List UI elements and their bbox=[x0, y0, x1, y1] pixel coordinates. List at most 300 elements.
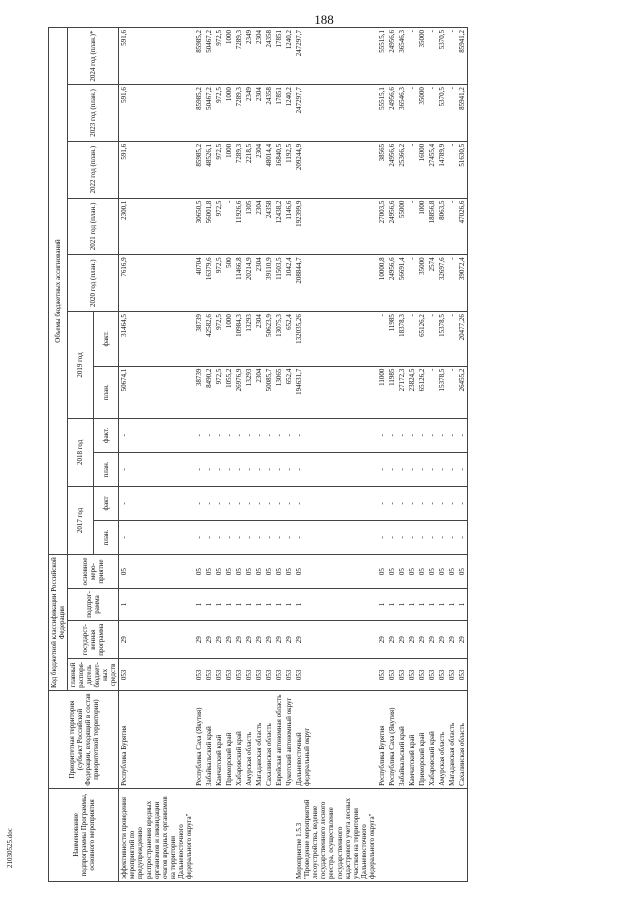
cell-name bbox=[254, 788, 264, 881]
cell-2017-fact: - bbox=[264, 486, 274, 520]
cell-2017-fact: - bbox=[224, 486, 234, 520]
table-body bbox=[119, 28, 468, 882]
cell-kbk-pp: 1 bbox=[377, 589, 387, 621]
cell-2017-plan: - bbox=[447, 520, 457, 554]
cell-2018-fact: - bbox=[284, 418, 294, 452]
cell-kbk-pp: 1 bbox=[214, 589, 224, 621]
cell-2017-plan: - bbox=[427, 520, 437, 554]
cell-name bbox=[274, 788, 284, 881]
cell-name bbox=[427, 788, 437, 881]
cell-2022: 38565 bbox=[377, 141, 387, 198]
cell-kbk-gp: 29 bbox=[244, 620, 254, 659]
cell-2019-plan: - bbox=[447, 366, 457, 418]
cell-2019-fact: - bbox=[427, 312, 437, 366]
cell-2017-plan: - bbox=[284, 520, 294, 554]
cell-kbk-gp: 29 bbox=[274, 620, 284, 659]
cell-region: Камчатский край bbox=[407, 691, 417, 789]
cell-name bbox=[194, 788, 204, 881]
table-row bbox=[447, 28, 457, 882]
cell-2024: - bbox=[447, 28, 457, 85]
cell-2019-fact: 972,5 bbox=[214, 312, 224, 366]
cell-2022: 51630,5 bbox=[457, 141, 468, 198]
cell-kbk-pp: 1 bbox=[397, 589, 407, 621]
cell-2024: 591,6 bbox=[119, 28, 194, 85]
cell-kbk-gr: 053 bbox=[194, 659, 204, 691]
cell-2018-fact: - bbox=[264, 418, 274, 452]
cell-2021: - bbox=[447, 198, 457, 255]
cell-kbk-gr: 053 bbox=[119, 659, 194, 691]
cell-2017-plan: - bbox=[214, 520, 224, 554]
cell-2019-plan: 38739 bbox=[194, 366, 204, 418]
cell-2020: 24956,6 bbox=[387, 255, 397, 312]
cell-2023: 972,5 bbox=[214, 85, 224, 142]
cell-2017-plan: - bbox=[224, 520, 234, 554]
cell-2023: 7289,3 bbox=[234, 85, 244, 142]
cell-2024: 36546,3 bbox=[397, 28, 407, 85]
table-row bbox=[397, 28, 407, 882]
cell-kbk-pp: 1 bbox=[234, 589, 244, 621]
cell-2023: 17851 bbox=[274, 85, 284, 142]
cell-2024: 85985,2 bbox=[194, 28, 204, 85]
cell-2018-fact: - bbox=[457, 418, 468, 452]
cell-kbk-om: 05 bbox=[397, 555, 407, 589]
cell-2017-fact: - bbox=[204, 486, 214, 520]
table-row bbox=[194, 28, 204, 882]
cell-kbk-pp: 1 bbox=[264, 589, 274, 621]
cell-2018-fact: - bbox=[119, 418, 194, 452]
cell-kbk-gr: 053 bbox=[447, 659, 457, 691]
cell-2017-fact: - bbox=[234, 486, 244, 520]
cell-kbk-pp: 1 bbox=[244, 589, 254, 621]
cell-kbk-om: 05 bbox=[244, 555, 254, 589]
cell-2023: 2349 bbox=[244, 85, 254, 142]
cell-2017-fact: - bbox=[427, 486, 437, 520]
header-2020: 2020 год (план.) bbox=[68, 255, 119, 312]
cell-kbk-pp: 1 bbox=[294, 589, 376, 621]
cell-2023: 591,6 bbox=[119, 85, 194, 142]
cell-name bbox=[264, 788, 274, 881]
cell-kbk-om: 05 bbox=[377, 555, 387, 589]
cell-2019-fact: 20477,26 bbox=[457, 312, 468, 366]
cell-2018-plan: - bbox=[274, 452, 284, 486]
cell-2024: 2349 bbox=[244, 28, 254, 85]
cell-2020: 1042,4 bbox=[284, 255, 294, 312]
cell-kbk-gp: 29 bbox=[447, 620, 457, 659]
cell-2024: 55515,1 bbox=[377, 28, 387, 85]
cell-2018-fact: - bbox=[427, 418, 437, 452]
cell-2017-fact: - bbox=[284, 486, 294, 520]
cell-kbk-gr: 053 bbox=[284, 659, 294, 691]
cell-2019-fact: 18378,3 bbox=[397, 312, 407, 366]
cell-2018-fact: - bbox=[294, 418, 376, 452]
cell-2021: 2300,1 bbox=[119, 198, 194, 255]
cell-kbk-pp: 1 bbox=[407, 589, 417, 621]
cell-2021: 12438,2 bbox=[274, 198, 284, 255]
cell-2024: 7289,3 bbox=[234, 28, 244, 85]
cell-2018-plan: - bbox=[447, 452, 457, 486]
cell-2020: 32697,6 bbox=[437, 255, 447, 312]
table-row bbox=[284, 28, 294, 882]
cell-kbk-gr: 053 bbox=[407, 659, 417, 691]
cell-kbk-gr: 053 bbox=[397, 659, 407, 691]
cell-region: Забайкальский край bbox=[204, 691, 214, 789]
table-row bbox=[224, 28, 234, 882]
cell-2022: 591,6 bbox=[119, 141, 194, 198]
cell-2019-fact: 42582,6 bbox=[204, 312, 214, 366]
cell-2022: 14789,9 bbox=[437, 141, 447, 198]
table-row bbox=[417, 28, 427, 882]
cell-2019-fact: 2304 bbox=[254, 312, 264, 366]
cell-region: Амурская область bbox=[244, 691, 254, 789]
cell-2018-plan: - bbox=[119, 452, 194, 486]
cell-kbk-gr: 053 bbox=[224, 659, 234, 691]
cell-2024: 35000 bbox=[417, 28, 427, 85]
cell-kbk-gr: 053 bbox=[457, 659, 468, 691]
cell-2018-fact: - bbox=[224, 418, 234, 452]
cell-region: Хабаровский край bbox=[427, 691, 437, 789]
header-2017-plan: план. bbox=[93, 520, 119, 554]
cell-2018-fact: - bbox=[437, 418, 447, 452]
table-row bbox=[244, 28, 254, 882]
cell-name bbox=[204, 788, 214, 881]
header-kbk-om: основное меро-приятие bbox=[68, 555, 119, 589]
cell-2020: 20214,9 bbox=[244, 255, 254, 312]
header-2022: 2022 год (план.) bbox=[68, 141, 119, 198]
cell-2023: 1000 bbox=[224, 85, 234, 142]
cell-2019-plan: 652,4 bbox=[284, 366, 294, 418]
cell-region: Камчатский край bbox=[214, 691, 224, 789]
cell-kbk-om: 05 bbox=[264, 555, 274, 589]
cell-2017-fact: - bbox=[397, 486, 407, 520]
cell-kbk-om: 05 bbox=[194, 555, 204, 589]
cell-2023: 1240,2 bbox=[284, 85, 294, 142]
cell-2024: 972,5 bbox=[214, 28, 224, 85]
cell-2021: 2304 bbox=[254, 198, 264, 255]
header-2017: 2017 год bbox=[68, 486, 94, 554]
cell-2024: 24956,6 bbox=[387, 28, 397, 85]
cell-2018-plan: - bbox=[204, 452, 214, 486]
cell-2017-fact: - bbox=[387, 486, 397, 520]
cell-2018-plan: - bbox=[397, 452, 407, 486]
cell-name bbox=[214, 788, 224, 881]
cell-2017-plan: - bbox=[417, 520, 427, 554]
cell-2024: 1240,2 bbox=[284, 28, 294, 85]
cell-2022: 1192,5 bbox=[284, 141, 294, 198]
table-row bbox=[264, 28, 274, 882]
cell-2018-fact: - bbox=[417, 418, 427, 452]
cell-kbk-gp: 29 bbox=[377, 620, 387, 659]
cell-region: Республика Саха (Якутия) bbox=[387, 691, 397, 789]
cell-region: Хабаровский край bbox=[234, 691, 244, 789]
cell-kbk-pp: 1 bbox=[224, 589, 234, 621]
table-row bbox=[457, 28, 468, 882]
cell-kbk-om: 05 bbox=[274, 555, 284, 589]
cell-region: Дальневосточный федеральный округ bbox=[294, 691, 376, 789]
cell-name bbox=[437, 788, 447, 881]
cell-2021: 11926,6 bbox=[234, 198, 244, 255]
cell-kbk-om: 05 bbox=[234, 555, 244, 589]
cell-2022: 209244,9 bbox=[294, 141, 376, 198]
cell-region: Сахалинская область bbox=[457, 691, 468, 789]
cell-kbk-pp: 1 bbox=[427, 589, 437, 621]
cell-2019-plan: 50085,7 bbox=[264, 366, 274, 418]
cell-kbk-gp: 29 bbox=[224, 620, 234, 659]
cell-2018-plan: - bbox=[254, 452, 264, 486]
cell-kbk-pp: 1 bbox=[274, 589, 284, 621]
cell-kbk-pp: 1 bbox=[119, 589, 194, 621]
cell-2019-plan: 8490,2 bbox=[204, 366, 214, 418]
cell-kbk-gp: 29 bbox=[457, 620, 468, 659]
cell-2018-plan: - bbox=[407, 452, 417, 486]
cell-kbk-om: 05 bbox=[214, 555, 224, 589]
cell-kbk-gr: 053 bbox=[427, 659, 437, 691]
cell-2018-fact: - bbox=[407, 418, 417, 452]
cell-2023: 35000 bbox=[417, 85, 427, 142]
cell-2020: 2574 bbox=[427, 255, 437, 312]
budget-table bbox=[48, 27, 468, 882]
cell-2020: 16379,6 bbox=[204, 255, 214, 312]
cell-kbk-pp: 1 bbox=[447, 589, 457, 621]
cell-2023: - bbox=[427, 85, 437, 142]
cell-2019-plan: 13065 bbox=[274, 366, 284, 418]
cell-2022: 16840,5 bbox=[274, 141, 284, 198]
cell-2022: 24956,6 bbox=[387, 141, 397, 198]
cell-2018-plan: - bbox=[264, 452, 274, 486]
cell-2018-fact: - bbox=[397, 418, 407, 452]
cell-2017-fact: - bbox=[457, 486, 468, 520]
cell-2021: 972,5 bbox=[214, 198, 224, 255]
cell-kbk-gr: 053 bbox=[294, 659, 376, 691]
cell-2018-fact: - bbox=[254, 418, 264, 452]
cell-2023: 36546,3 bbox=[397, 85, 407, 142]
cell-2021: 18856,8 bbox=[427, 198, 437, 255]
cell-kbk-gr: 053 bbox=[214, 659, 224, 691]
cell-2018-plan: - bbox=[437, 452, 447, 486]
cell-2018-plan: - bbox=[194, 452, 204, 486]
cell-kbk-om: 05 bbox=[437, 555, 447, 589]
cell-2019-fact: 132035,26 bbox=[294, 312, 376, 366]
cell-2017-plan: - bbox=[437, 520, 447, 554]
cell-name bbox=[397, 788, 407, 881]
cell-2020: - bbox=[447, 255, 457, 312]
cell-2023: - bbox=[407, 85, 417, 142]
cell-2021: 8063,5 bbox=[437, 198, 447, 255]
cell-kbk-om: 05 bbox=[457, 555, 468, 589]
cell-2018-plan: - bbox=[244, 452, 254, 486]
cell-region: Магаданская область bbox=[447, 691, 457, 789]
cell-kbk-om: 05 bbox=[294, 555, 376, 589]
cell-2023: 85941,2 bbox=[457, 85, 468, 142]
header-2018: 2018 год bbox=[68, 418, 94, 486]
cell-name: эффективности проведения мероприятий по предупреждению распространения вредных организмов и ликвидации очагов вредных организмов на территории Дальневосточного федерального округа" bbox=[119, 788, 194, 881]
cell-2019-plan: 1055,2 bbox=[224, 366, 234, 418]
cell-2019-plan: 50674,1 bbox=[119, 366, 194, 418]
cell-2019-fact: 11985 bbox=[387, 312, 397, 366]
cell-2017-plan: - bbox=[204, 520, 214, 554]
header-2019-plan: план. bbox=[93, 366, 119, 418]
cell-2017-fact: - bbox=[447, 486, 457, 520]
cell-2020: - bbox=[407, 255, 417, 312]
cell-region: Республика Бурятия bbox=[119, 691, 194, 789]
cell-2019-plan: 11000 bbox=[377, 366, 387, 418]
cell-2018-fact: - bbox=[447, 418, 457, 452]
header-2017-fact: факт bbox=[93, 486, 119, 520]
cell-kbk-om: 05 bbox=[254, 555, 264, 589]
cell-kbk-om: 05 bbox=[284, 555, 294, 589]
table-row bbox=[294, 28, 376, 882]
cell-2017-plan: - bbox=[387, 520, 397, 554]
cell-kbk-pp: 1 bbox=[457, 589, 468, 621]
cell-2017-fact: - bbox=[417, 486, 427, 520]
cell-kbk-gr: 053 bbox=[274, 659, 284, 691]
cell-2019-fact: 38739 bbox=[194, 312, 204, 366]
cell-kbk-gp: 29 bbox=[427, 620, 437, 659]
cell-2019-plan: 15378,5 bbox=[437, 366, 447, 418]
cell-2021: 55000 bbox=[397, 198, 407, 255]
cell-kbk-om: 05 bbox=[407, 555, 417, 589]
cell-2018-fact: - bbox=[274, 418, 284, 452]
cell-2019-plan: 26976,9 bbox=[234, 366, 244, 418]
cell-2019-plan: 65126,2 bbox=[417, 366, 427, 418]
cell-kbk-pp: 1 bbox=[417, 589, 427, 621]
cell-kbk-gp: 29 bbox=[264, 620, 274, 659]
cell-2019-plan: 13293 bbox=[244, 366, 254, 418]
cell-name bbox=[407, 788, 417, 881]
cell-2018-plan: - bbox=[427, 452, 437, 486]
cell-2020: 208844,7 bbox=[294, 255, 376, 312]
cell-2022: - bbox=[407, 141, 417, 198]
cell-2020: 11466,8 bbox=[234, 255, 244, 312]
cell-2023: 24956,6 bbox=[387, 85, 397, 142]
cell-2021: 56001,8 bbox=[204, 198, 214, 255]
cell-2023: 247297,7 bbox=[294, 85, 376, 142]
cell-kbk-om: 05 bbox=[427, 555, 437, 589]
cell-2017-plan: - bbox=[264, 520, 274, 554]
cell-2024: 2304 bbox=[254, 28, 264, 85]
cell-2023: - bbox=[447, 85, 457, 142]
cell-2019-fact: - bbox=[407, 312, 417, 366]
cell-region: Еврейская автономная область bbox=[274, 691, 284, 789]
cell-kbk-gp: 29 bbox=[234, 620, 244, 659]
cell-2024: 1000 bbox=[224, 28, 234, 85]
cell-2019-plan: 11985 bbox=[387, 366, 397, 418]
cell-2022: 27455,4 bbox=[427, 141, 437, 198]
cell-kbk-gr: 053 bbox=[377, 659, 387, 691]
cell-kbk-om: 05 bbox=[119, 555, 194, 589]
cell-name bbox=[244, 788, 254, 881]
table-header bbox=[49, 28, 119, 882]
cell-2020: 7616,9 bbox=[119, 255, 194, 312]
table-row bbox=[204, 28, 214, 882]
cell-name: Мероприятие 1.5.3 "Проведение мероприятий лесоустройства, ведение государственного лесного реестра, осуществление государственного кадастрового учета лесных участков на территории Дальневосточного федерального округа" bbox=[294, 788, 376, 881]
cell-2019-plan: 23824,5 bbox=[407, 366, 417, 418]
table-row bbox=[274, 28, 284, 882]
cell-kbk-gr: 053 bbox=[204, 659, 214, 691]
cell-kbk-om: 05 bbox=[204, 555, 214, 589]
header-2019-fact: факт. bbox=[93, 312, 119, 366]
cell-2017-fact: - bbox=[437, 486, 447, 520]
cell-2020: 972,5 bbox=[214, 255, 224, 312]
cell-2017-fact: - bbox=[244, 486, 254, 520]
cell-2021: 1146,6 bbox=[284, 198, 294, 255]
cell-2023: 2304 bbox=[254, 85, 264, 142]
cell-2024: - bbox=[427, 28, 437, 85]
cell-2017-fact: - bbox=[119, 486, 194, 520]
cell-2019-fact: 65126,2 bbox=[417, 312, 427, 366]
table-row bbox=[427, 28, 437, 882]
cell-2020: 11503,5 bbox=[274, 255, 284, 312]
cell-2020: 39110,9 bbox=[264, 255, 274, 312]
cell-2019-fact: 1000 bbox=[224, 312, 234, 366]
cell-2021: 30650,5 bbox=[194, 198, 204, 255]
cell-kbk-om: 05 bbox=[224, 555, 234, 589]
cell-2018-plan: - bbox=[234, 452, 244, 486]
cell-2017-fact: - bbox=[194, 486, 204, 520]
cell-kbk-gp: 29 bbox=[284, 620, 294, 659]
cell-2021: 1000 bbox=[417, 198, 427, 255]
cell-region: Амурская область bbox=[437, 691, 447, 789]
cell-2024: 247297,7 bbox=[294, 28, 376, 85]
cell-2018-plan: - bbox=[377, 452, 387, 486]
cell-2020: 10000,8 bbox=[377, 255, 387, 312]
cell-2017-plan: - bbox=[294, 520, 376, 554]
cell-2019-fact: - bbox=[377, 312, 387, 366]
cell-2017-fact: - bbox=[214, 486, 224, 520]
cell-kbk-gr: 053 bbox=[244, 659, 254, 691]
cell-2018-plan: - bbox=[214, 452, 224, 486]
cell-name bbox=[284, 788, 294, 881]
cell-2018-fact: - bbox=[244, 418, 254, 452]
cell-kbk-gr: 053 bbox=[387, 659, 397, 691]
cell-2017-plan: - bbox=[119, 520, 194, 554]
cell-2021: 27003,5 bbox=[377, 198, 387, 255]
cell-region: Чукотский автономный округ bbox=[284, 691, 294, 789]
header-kbk-gp: государст-венная программа bbox=[68, 620, 119, 659]
cell-2019-plan: 194631,7 bbox=[294, 366, 376, 418]
cell-kbk-om: 05 bbox=[447, 555, 457, 589]
cell-kbk-pp: 1 bbox=[194, 589, 204, 621]
cell-name bbox=[417, 788, 427, 881]
table-row bbox=[407, 28, 417, 882]
header-kbk: Код бюджетной классификации Российской Федерации bbox=[49, 555, 68, 691]
cell-2019-plan: 27172,3 bbox=[397, 366, 407, 418]
cell-2018-plan: - bbox=[417, 452, 427, 486]
cell-2022: 85985,2 bbox=[194, 141, 204, 198]
cell-2017-fact: - bbox=[274, 486, 284, 520]
cell-2018-fact: - bbox=[194, 418, 204, 452]
cell-2022: 48014,4 bbox=[264, 141, 274, 198]
cell-kbk-gr: 053 bbox=[234, 659, 244, 691]
cell-2021: 24358 bbox=[264, 198, 274, 255]
cell-region: Республика Бурятия bbox=[377, 691, 387, 789]
cell-2019-fact: 652,4 bbox=[284, 312, 294, 366]
cell-region: Сахалинская область bbox=[264, 691, 274, 789]
cell-2019-plan: 26455,2 bbox=[457, 366, 468, 418]
cell-kbk-gp: 29 bbox=[254, 620, 264, 659]
page-number: 188 bbox=[314, 12, 334, 27]
cell-2018-fact: - bbox=[387, 418, 397, 452]
table-row bbox=[234, 28, 244, 882]
cell-2020: 500 bbox=[224, 255, 234, 312]
cell-kbk-gr: 053 bbox=[264, 659, 274, 691]
cell-2024: 85941,2 bbox=[457, 28, 468, 85]
cell-2023: 55515,1 bbox=[377, 85, 387, 142]
cell-kbk-pp: 1 bbox=[284, 589, 294, 621]
table-row bbox=[387, 28, 397, 882]
cell-kbk-gp: 29 bbox=[119, 620, 194, 659]
cell-kbk-gp: 29 bbox=[214, 620, 224, 659]
cell-kbk-pp: 1 bbox=[254, 589, 264, 621]
